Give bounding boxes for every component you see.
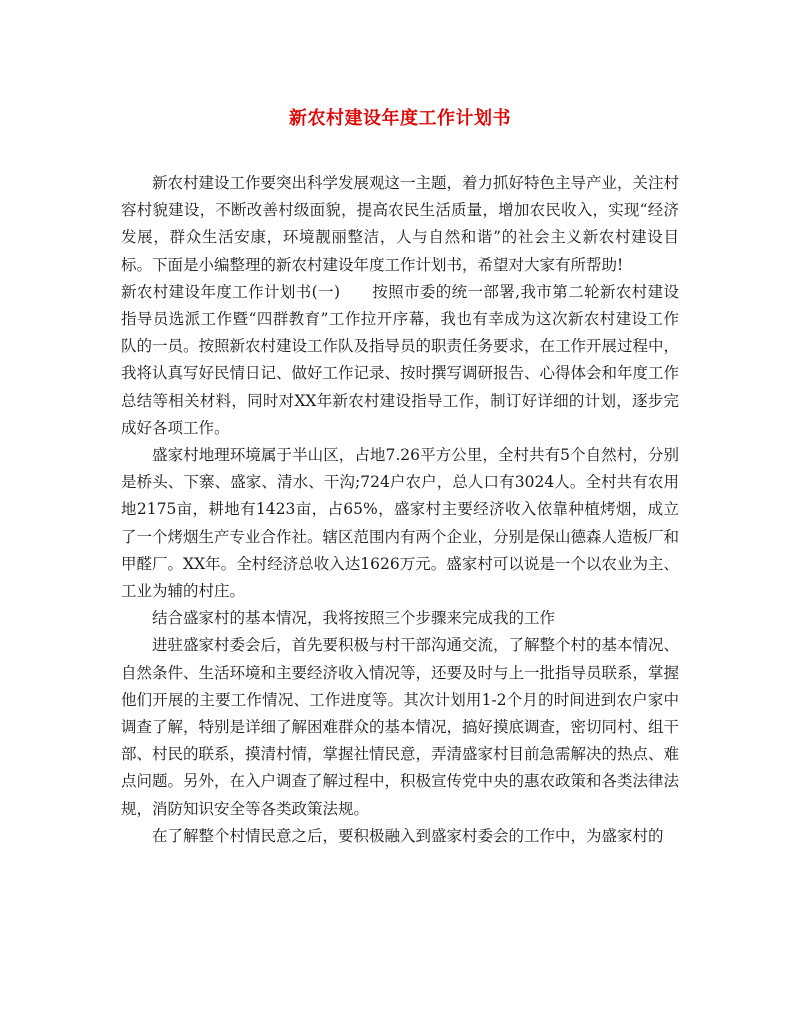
paragraph-village-overview: 盛家村地理环境属于半山区，占地7.26平方公里，全村共有5个自然村，分别是桥头、下寨、盛家、清水、干沟;724户农户，总人口有3024人。全村共有农用地2175亩，耕地有1423亩，占65%，盛家村主要经济收入依靠种植烤烟，成立了一个烤烟生产专业合作社。辖区范围内有两个企业，分别是保山德森人造板厂和甲醛厂。XX年。全村经济总收入达1626万元。盛家村可以说是一个以农业为主、工业为辅的村庄。 — [121, 446, 680, 601]
document-body — [121, 170, 679, 850]
paragraph-plan-one: 新农村建设年度工作计划书(一) 按照市委的统一部署,我市第二轮新农村建设指导员选派工作暨“四群教育”工作拉开序幕，我也有幸成为这次新农村建设工作队的一员。按照新农村建设工作队及指导员的职责任务要求，在工作开展过程中，我将认真写好民情日记、做好工作记录、按时撰写调研报告、心得体会和年度工作总结等相关材料，同时对XX年新农村建设指导工作，制订好详细的计划，逐步完成好各项工作。 — [121, 282, 680, 437]
paragraph-intro: 新农村建设工作要突出科学发展观这一主题，着力抓好特色主导产业，关注村容村貌建设，不断改善村级面貌，提高农民生活质量，增加农民收入，实现“经济发展，群众生活安康，环境靓丽整洁，人与自然和谐”的社会主义新农村建设目标。下面是小编整理的新农村建设年度工作计划书，希望对大家有所帮助! — [121, 174, 680, 274]
paragraph-three-steps: 结合盛家村的基本情况，我将按照三个步骤来完成我的工作 — [152, 609, 556, 628]
paragraph-step-two: 在了解整个村情民意之后，要积极融入到盛家村委会的工作中，为盛家村的 — [152, 826, 664, 845]
paragraph-step-one: 进驻盛家村委会后，首先要积极与村干部沟通交流，了解整个村的基本情况、自然条件、生活环境和主要经济收入情况等，还要及时与上一批指导员联系，掌握他们开展的主要工作情况、工作进度等。其次计划用1-2个月的时间进到农户家中调查了解，特别是详细了解困难群众的基本情况，搞好摸底调查，密切同村、组干部、村民的联系，摸清村情，掌握社情民意，弄清盛家村目前急需解决的热点、难点问题。另外，在入户调查了解过程中，积极宣传党中央的惠农政策和各类法律法规，消防知识安全等各类政策法规。 — [121, 636, 680, 818]
document-title: 新农村建设年度工作计划书 — [289, 108, 511, 129]
